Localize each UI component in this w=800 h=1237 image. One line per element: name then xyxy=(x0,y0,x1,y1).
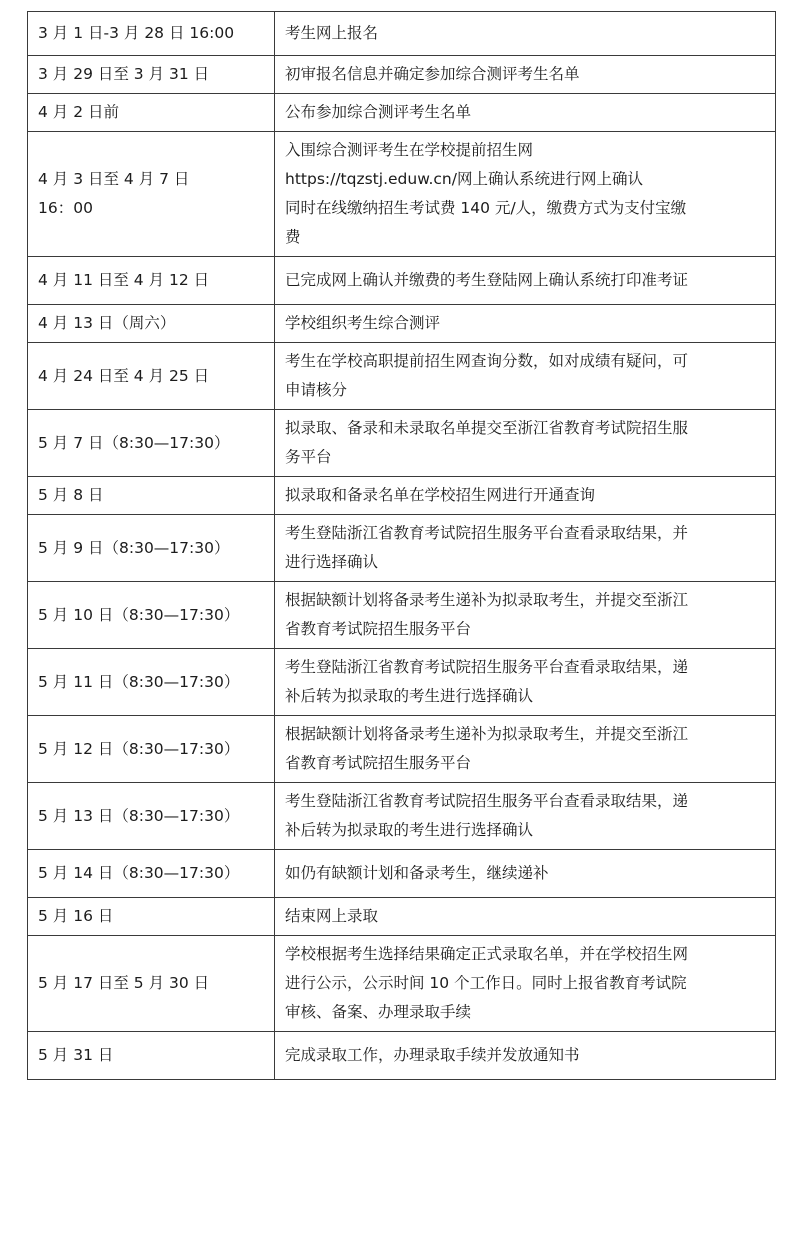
table-row xyxy=(28,649,776,716)
schedule-event-line: 进行选择确认 xyxy=(285,553,379,571)
schedule-event-line: 学校根据考生选择结果确定正式录取名单，并在学校招生网 xyxy=(285,945,689,963)
table-row xyxy=(28,410,776,477)
schedule-table-body xyxy=(28,12,776,1080)
schedule-event-line: 考生登陆浙江省教育考试院招生服务平台查看录取结果，递 xyxy=(285,658,689,676)
table-row xyxy=(28,716,776,783)
schedule-date-cell: 5 月 11 日（8:30—17:30） xyxy=(28,649,275,716)
table-row xyxy=(28,132,776,257)
schedule-date-cell: 5 月 8 日 xyxy=(28,477,275,515)
schedule-date-cell: 3 月 1 日-3 月 28 日 16:00 xyxy=(28,12,275,56)
schedule-event-line: 完成录取工作，办理录取手续并发放通知书 xyxy=(285,1046,580,1064)
schedule-date-cell: 4 月 13 日（周六） xyxy=(28,305,275,343)
schedule-event-cell xyxy=(275,257,776,305)
schedule-event-cell xyxy=(275,132,776,257)
table-row xyxy=(28,850,776,898)
table-row xyxy=(28,257,776,305)
schedule-event-cell xyxy=(275,343,776,410)
schedule-date-cell: 5 月 31 日 xyxy=(28,1032,275,1080)
table-row xyxy=(28,898,776,936)
schedule-event-line: 申请核分 xyxy=(285,381,348,399)
schedule-event-line: https://tqzstj.eduw.cn/网上确认系统进行网上确认 xyxy=(285,170,643,188)
schedule-event-cell xyxy=(275,410,776,477)
table-row xyxy=(28,1032,776,1080)
schedule-event-line: 结束网上录取 xyxy=(285,907,379,925)
schedule-event-line: 已完成网上确认并缴费的考生登陆网上确认系统打印准考证 xyxy=(285,271,689,289)
schedule-event-line: 补后转为拟录取的考生进行选择确认 xyxy=(285,687,534,705)
schedule-event-line: 如仍有缺额计划和备录考生，继续递补 xyxy=(285,864,549,882)
schedule-event-line: 考生登陆浙江省教育考试院招生服务平台查看录取结果，并 xyxy=(285,524,689,542)
schedule-event-cell xyxy=(275,305,776,343)
schedule-event-line: 务平台 xyxy=(285,448,332,466)
schedule-event-cell xyxy=(275,898,776,936)
schedule-event-cell xyxy=(275,716,776,783)
schedule-event-cell xyxy=(275,649,776,716)
table-row xyxy=(28,56,776,94)
schedule-event-cell xyxy=(275,56,776,94)
schedule-event-line: 根据缺额计划将备录考生递补为拟录取考生，并提交至浙江 xyxy=(285,725,689,743)
schedule-date-cell: 4 月 2 日前 xyxy=(28,94,275,132)
schedule-event-cell xyxy=(275,515,776,582)
schedule-date-cell: 4 月 3 日至 4 月 7 日 16：00 xyxy=(28,132,275,257)
table-row xyxy=(28,12,776,56)
schedule-event-cell xyxy=(275,1032,776,1080)
schedule-event-line: 考生登陆浙江省教育考试院招生服务平台查看录取结果，递 xyxy=(285,792,689,810)
schedule-event-line: 补后转为拟录取的考生进行选择确认 xyxy=(285,821,534,839)
schedule-event-line: 省教育考试院招生服务平台 xyxy=(285,754,472,772)
schedule-date-cell: 5 月 10 日（8:30—17:30） xyxy=(28,582,275,649)
table-row xyxy=(28,582,776,649)
schedule-date-cell: 5 月 14 日（8:30—17:30） xyxy=(28,850,275,898)
schedule-event-line: 拟录取和备录名单在学校招生网进行开通查询 xyxy=(285,486,596,504)
schedule-date-cell: 5 月 9 日（8:30—17:30） xyxy=(28,515,275,582)
schedule-event-cell xyxy=(275,477,776,515)
schedule-event-cell xyxy=(275,850,776,898)
table-row xyxy=(28,515,776,582)
schedule-event-line: 入围综合测评考生在学校提前招生网 xyxy=(285,141,534,159)
schedule-event-cell xyxy=(275,582,776,649)
schedule-date-cell: 3 月 29 日至 3 月 31 日 xyxy=(28,56,275,94)
schedule-event-line: 进行公示，公示时间 10 个工作日。同时上报省教育考试院 xyxy=(285,974,687,992)
table-row xyxy=(28,343,776,410)
schedule-event-line: 费 xyxy=(285,228,301,246)
admission-schedule-table xyxy=(27,11,776,1080)
table-row xyxy=(28,783,776,850)
schedule-event-line: 拟录取、备录和未录取名单提交至浙江省教育考试院招生服 xyxy=(285,419,689,437)
schedule-event-line: 根据缺额计划将备录考生递补为拟录取考生，并提交至浙江 xyxy=(285,591,689,609)
schedule-event-cell xyxy=(275,94,776,132)
table-row xyxy=(28,305,776,343)
schedule-event-cell xyxy=(275,936,776,1032)
table-row xyxy=(28,477,776,515)
schedule-event-line: 审核、备案、办理录取手续 xyxy=(285,1003,472,1021)
schedule-event-cell xyxy=(275,783,776,850)
schedule-date-cell: 4 月 11 日至 4 月 12 日 xyxy=(28,257,275,305)
schedule-event-line: 考生在学校高职提前招生网查询分数，如对成绩有疑问，可 xyxy=(285,352,689,370)
schedule-date-cell: 5 月 12 日（8:30—17:30） xyxy=(28,716,275,783)
schedule-event-line: 省教育考试院招生服务平台 xyxy=(285,620,472,638)
schedule-event-line: 学校组织考生综合测评 xyxy=(285,314,441,332)
schedule-event-line: 同时在线缴纳招生考试费 140 元/人，缴费方式为支付宝缴 xyxy=(285,199,687,217)
schedule-date-cell: 5 月 16 日 xyxy=(28,898,275,936)
schedule-event-cell xyxy=(275,12,776,56)
table-row xyxy=(28,936,776,1032)
table-row xyxy=(28,94,776,132)
schedule-date-cell: 5 月 7 日（8:30—17:30） xyxy=(28,410,275,477)
schedule-event-line: 公布参加综合测评考生名单 xyxy=(285,103,472,121)
schedule-event-line: 考生网上报名 xyxy=(285,24,379,42)
schedule-date-cell: 5 月 13 日（8:30—17:30） xyxy=(28,783,275,850)
schedule-date-cell: 5 月 17 日至 5 月 30 日 xyxy=(28,936,275,1032)
schedule-event-line: 初审报名信息并确定参加综合测评考生名单 xyxy=(285,65,580,83)
schedule-date-cell: 4 月 24 日至 4 月 25 日 xyxy=(28,343,275,410)
